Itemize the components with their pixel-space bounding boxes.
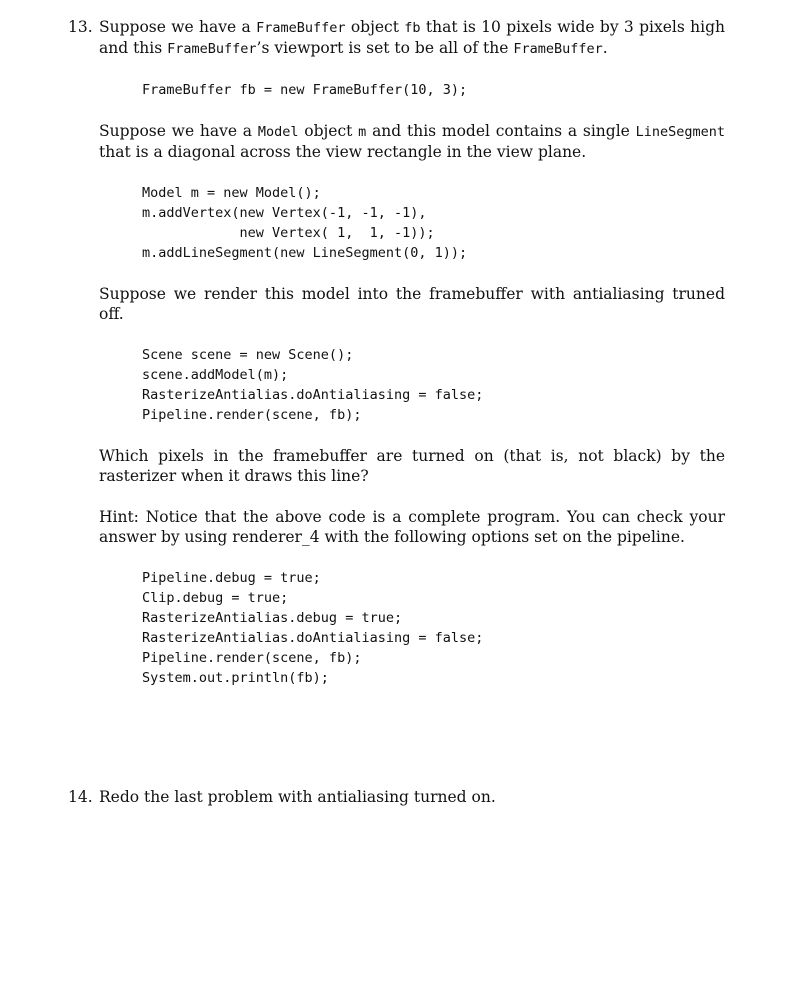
render-description: Suppose we render this model into the framebuffer with antialiasing truned off. <box>99 285 725 323</box>
code-line: new Vertex( 1, 1, -1)); <box>142 225 435 241</box>
code-term: FrameBuffer <box>513 41 603 57</box>
code-line: FrameBuffer fb = new FrameBuffer(10, 3); <box>142 82 468 98</box>
question-text: Which pixels in the framebuffer are turned on (that is, not black) by the rasterizer when it draws this line? <box>99 447 725 485</box>
problem-intro: Suppose we have a FrameBuffer object fb that is 10 pixels wide by 3 pixels high and this FrameBuffer’s viewport is set to be all of the FrameBuffer. <box>99 18 725 57</box>
hint-text: Hint: Notice that the above code is a complete program. You can check your answer by using renderer_4 with the following options set on the pipeline. <box>99 508 725 546</box>
code-term: FrameBuffer <box>167 41 257 57</box>
code-line: Clip.debug = true; <box>142 590 289 606</box>
problem-14-text: Redo the last problem with antialiasing turned on. <box>99 788 496 806</box>
code-block-framebuffer <box>142 80 725 100</box>
code-line: RasterizeAntialias.debug = true; <box>142 610 403 626</box>
problem-14 <box>68 787 725 807</box>
code-term: LineSegment <box>635 124 725 140</box>
code-line: Scene scene = new Scene(); <box>142 347 354 363</box>
code-term: FrameBuffer <box>256 20 346 36</box>
code-line: Pipeline.debug = true; <box>142 570 321 586</box>
model-description: Suppose we have a Model object m and this model contains a single LineSegment that is a diagonal across the view rectangle in the view plane. <box>99 122 725 161</box>
code-line: m.addLineSegment(new LineSegment(0, 1)); <box>142 245 468 261</box>
code-line: scene.addModel(m); <box>142 367 289 383</box>
problem-number: 13. <box>68 18 93 36</box>
code-line: RasterizeAntialias.doAntialiasing = false; <box>142 630 484 646</box>
problem-13 <box>68 17 725 688</box>
code-line: Pipeline.render(scene, fb); <box>142 650 362 666</box>
code-block-model <box>142 183 725 263</box>
code-term: fb <box>404 20 421 36</box>
code-line: System.out.println(fb); <box>142 670 329 686</box>
code-line: Pipeline.render(scene, fb); <box>142 407 362 423</box>
problem-number: 14. <box>68 788 93 806</box>
code-line: RasterizeAntialias.doAntialiasing = false; <box>142 387 484 403</box>
code-line: m.addVertex(new Vertex(-1, -1, -1), <box>142 205 427 221</box>
code-term: m <box>358 124 367 140</box>
code-term: Model <box>257 124 299 140</box>
code-block-debug <box>142 568 725 688</box>
code-line: Model m = new Model(); <box>142 185 321 201</box>
code-block-render <box>142 345 725 425</box>
